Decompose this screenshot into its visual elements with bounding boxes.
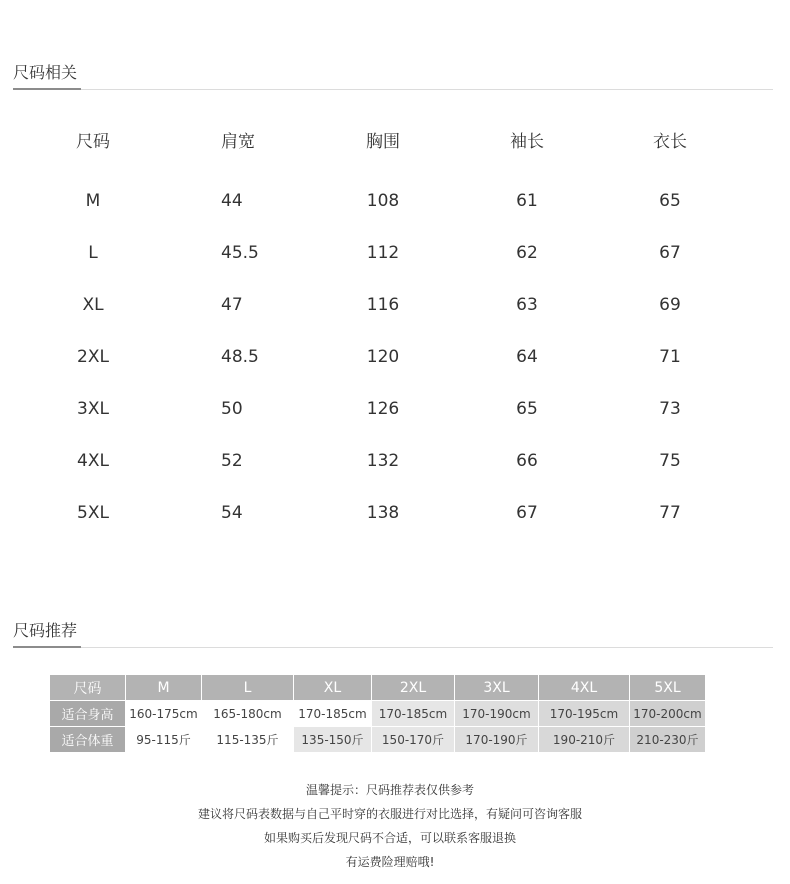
table-cell: 77 [659, 503, 681, 523]
table-cell: 45.5 [221, 243, 259, 263]
divider [13, 89, 773, 90]
table-cell: M [85, 191, 101, 211]
table-cell: 44 [221, 191, 243, 211]
table-cell: 64 [516, 347, 538, 367]
header-cell: 5XL [630, 675, 706, 700]
table-cell: 48.5 [221, 347, 259, 367]
tip-line: 如果购买后发现尺码不合适，可以联系客服退换 [263, 831, 516, 845]
table-cell: 120 [366, 347, 400, 367]
table-cell: 116 [366, 295, 400, 315]
table-cell: 95-115斤 [126, 727, 202, 752]
table-cell: L [88, 243, 98, 263]
size-tips [0, 778, 780, 874]
table-cell: 132 [366, 451, 400, 471]
table-row [0, 280, 790, 332]
header-cell: 尺码 [76, 132, 110, 152]
header-cell: M [126, 675, 202, 700]
table-cell: 65 [659, 191, 681, 211]
size-recommendation-table [50, 675, 706, 753]
table-cell: 170-190斤 [455, 727, 539, 752]
table-cell: 47 [221, 295, 243, 315]
title-underline [13, 646, 81, 648]
divider [13, 647, 773, 648]
table-cell: 50 [221, 399, 243, 419]
table-cell: 160-175cm [126, 701, 202, 726]
table-cell: 67 [516, 503, 538, 523]
table-cell: 4XL [77, 451, 109, 471]
table-header-row [0, 118, 790, 176]
table-cell: 66 [516, 451, 538, 471]
table-row [0, 488, 790, 540]
section-title: 尺码推荐 [13, 621, 78, 640]
table-row [0, 228, 790, 280]
table-cell: 112 [366, 243, 400, 263]
table-cell: 75 [659, 451, 681, 471]
table-cell: 108 [366, 191, 400, 211]
size-info-section-header [13, 63, 773, 83]
table-row [0, 176, 790, 228]
table-cell: 138 [366, 503, 400, 523]
header-cell: 4XL [539, 675, 630, 700]
table-cell: 170-185cm [372, 701, 455, 726]
table-row [0, 332, 790, 384]
header-cell: 尺码 [50, 675, 126, 700]
section-title: 尺码相关 [13, 63, 78, 82]
title-underline [13, 88, 81, 90]
header-cell: 肩宽 [221, 132, 255, 152]
row-label: 适合体重 [50, 727, 126, 752]
table-cell: 170-195cm [539, 701, 630, 726]
table-cell: 190-210斤 [539, 727, 630, 752]
table-cell: 165-180cm [202, 701, 294, 726]
tip-line: 有运费险理赔哦! [345, 855, 435, 869]
table-header-row [50, 675, 706, 700]
table-cell: 65 [516, 399, 538, 419]
size-recommend-section-header [13, 621, 773, 641]
table-cell: 135-150斤 [294, 727, 372, 752]
table-cell: 170-185cm [294, 701, 372, 726]
table-cell: 54 [221, 503, 243, 523]
tip-line: 温馨提示：尺码推荐表仅供参考 [305, 783, 474, 797]
table-cell: 3XL [77, 399, 109, 419]
size-chart-table [0, 118, 790, 540]
table-row [0, 384, 790, 436]
table-cell: 71 [659, 347, 681, 367]
table-cell: 61 [516, 191, 538, 211]
header-cell: 衣长 [653, 132, 687, 152]
table-cell: 2XL [77, 347, 109, 367]
table-cell: 5XL [77, 503, 109, 523]
table-row [50, 701, 706, 726]
table-cell: 115-135斤 [202, 727, 294, 752]
table-cell: 62 [516, 243, 538, 263]
header-cell: XL [294, 675, 372, 700]
header-cell: 2XL [372, 675, 455, 700]
table-row [0, 436, 790, 488]
table-row [50, 727, 706, 752]
table-cell: 67 [659, 243, 681, 263]
table-cell: 126 [366, 399, 400, 419]
table-cell: 69 [659, 295, 681, 315]
table-cell: XL [82, 295, 104, 315]
header-cell: 胸围 [366, 132, 400, 152]
table-cell: 150-170斤 [372, 727, 455, 752]
table-cell: 210-230斤 [630, 727, 706, 752]
table-cell: 170-190cm [455, 701, 539, 726]
header-cell: 袖长 [510, 132, 544, 152]
table-cell: 170-200cm [630, 701, 706, 726]
row-label: 适合身高 [50, 701, 126, 726]
header-cell: L [202, 675, 294, 700]
tip-line: 建议将尺码表数据与自己平时穿的衣服进行对比选择，有疑问可咨询客服 [197, 807, 582, 821]
table-cell: 73 [659, 399, 681, 419]
header-cell: 3XL [455, 675, 539, 700]
table-cell: 63 [516, 295, 538, 315]
table-cell: 52 [221, 451, 243, 471]
